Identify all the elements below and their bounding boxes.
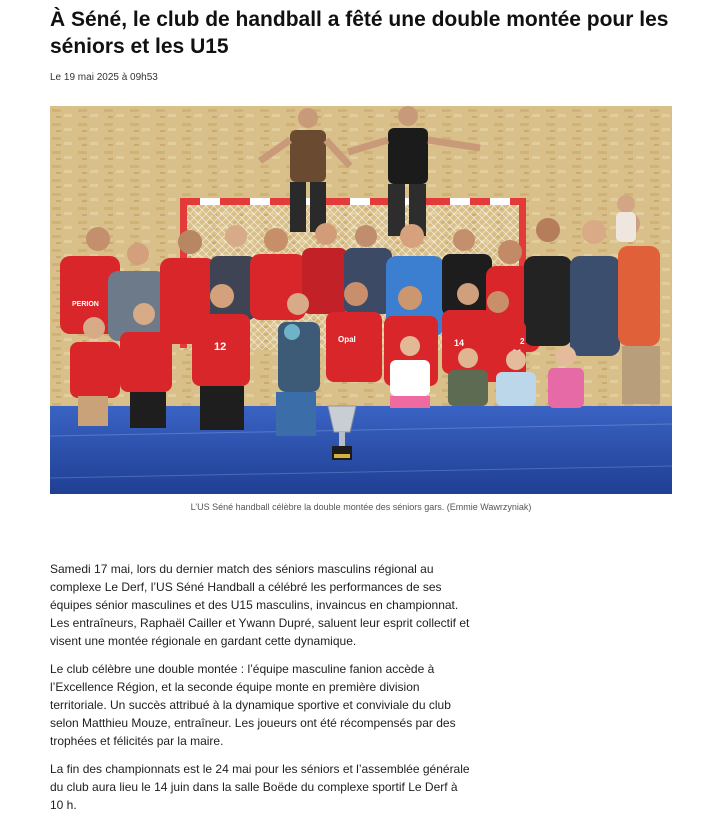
team-photo[interactable] bbox=[50, 106, 672, 494]
article-body bbox=[50, 560, 470, 824]
paragraph: Le club célèbre une double montée : l’équipe masculine fanion accède à l’Excellence Région, et la seconde équipe monte en première division territoriale. Un succès attribué à la dynamique sportive et conviviale du club selon Matthieu Mouze, entraîneur. Les joueurs ont été récompensés par des trophées et félicités par la maire. bbox=[50, 662, 456, 748]
jersey-number: 2 bbox=[520, 337, 525, 346]
photo-caption: L’US Séné handball célèbre la double montée des séniors gars. (Emmie Wawrzyniak) bbox=[190, 502, 532, 512]
shirt-sponsor: PERION bbox=[72, 301, 99, 308]
jersey-number: 12 bbox=[214, 341, 227, 353]
shirt-text: Opal bbox=[338, 335, 356, 344]
paragraph: Samedi 17 mai, lors du dernier match des séniors masculins régional au complexe Le Derf, l’US Séné Handball a célébré les performances de ses équipes sénior masculines et des U15 masculins, invaincus en championnat. Les entraîneurs, Raphaël Cailler et Ywann Dupré, saluent leur esprit collectif et visent une montée régionale en gardant cette dynamique. bbox=[50, 562, 470, 648]
article-title: À Séné, le club de handball a fêté une double montée pour les séniors et les U15 bbox=[50, 8, 669, 58]
jersey-number: 14 bbox=[454, 338, 465, 348]
paragraph: La fin des championnats est le 24 mai pour les séniors et l’assemblée générale du club aura lieu le 14 juin dans la salle Boëde du complexe sportif Le Derf à 10 h. bbox=[50, 762, 470, 812]
publication-date: Le 19 mai 2025 à 09h53 bbox=[50, 72, 158, 83]
